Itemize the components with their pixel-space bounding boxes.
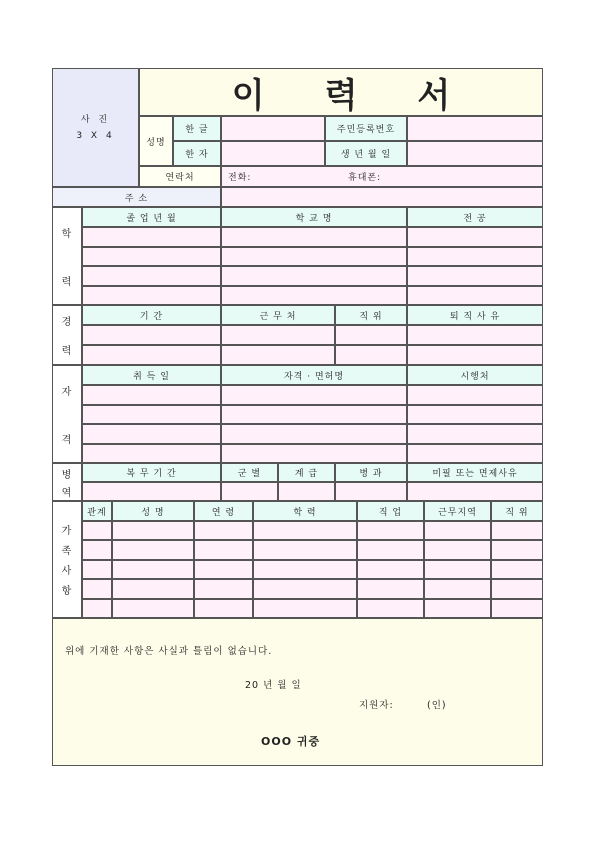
family-cell[interactable] — [194, 579, 253, 598]
military-col-branch: 군 별 — [221, 463, 278, 482]
family-cell[interactable] — [253, 540, 357, 559]
mobile-label: 휴대폰: — [348, 173, 382, 183]
career-cell[interactable] — [407, 345, 543, 365]
license-cell[interactable] — [82, 385, 221, 405]
recipient: OOO 귀중 — [261, 735, 321, 748]
military-col-period: 복 무 기 간 — [82, 463, 221, 482]
career-label-bottom: 력 — [61, 346, 73, 357]
military-col-rank: 계 급 — [278, 463, 335, 482]
hanja-label: 한 자 — [173, 141, 221, 166]
family-cell[interactable] — [491, 599, 543, 618]
family-label-2: 족 — [61, 546, 73, 558]
name-label: 성명 — [139, 116, 173, 166]
education-cell[interactable] — [82, 247, 221, 267]
license-cell[interactable] — [221, 444, 407, 464]
career-col-company: 근 무 처 — [221, 305, 335, 325]
contact-field[interactable] — [221, 166, 543, 187]
edu-col-major: 전 공 — [407, 207, 543, 227]
license-cell[interactable] — [407, 405, 543, 425]
resident-no-label: 주민등록번호 — [325, 116, 407, 141]
license-cell[interactable] — [82, 424, 221, 444]
declaration-section — [52, 618, 543, 766]
license-col-date: 취 득 일 — [82, 365, 221, 385]
edu-col-date: 졸 업 년 월 — [82, 207, 221, 227]
family-cell[interactable] — [357, 599, 424, 618]
education-cell[interactable] — [407, 266, 543, 286]
hangul-label: 한 글 — [173, 116, 221, 141]
education-label-bottom: 력 — [61, 276, 73, 288]
family-label-1: 가 — [61, 526, 73, 538]
license-cell[interactable] — [221, 405, 407, 425]
military-cell[interactable] — [221, 482, 278, 501]
family-label — [52, 501, 82, 618]
license-col-name: 자격 · 면허명 — [221, 365, 407, 385]
education-label — [52, 207, 82, 305]
military-label-top: 병 — [61, 469, 73, 481]
career-col-period: 기 간 — [82, 305, 221, 325]
career-cell[interactable] — [82, 345, 221, 365]
education-cell[interactable] — [221, 247, 407, 267]
education-cell[interactable] — [221, 286, 407, 306]
career-cell[interactable] — [82, 325, 221, 345]
family-col-position: 직 위 — [491, 501, 543, 521]
declaration-statement: 위에 기재한 사항은 사실과 틀림이 없습니다. — [65, 646, 273, 657]
license-cell[interactable] — [82, 405, 221, 425]
family-cell[interactable] — [357, 560, 424, 579]
family-cell[interactable] — [253, 599, 357, 618]
military-cell[interactable] — [278, 482, 335, 501]
license-cell[interactable] — [407, 444, 543, 464]
family-cell[interactable] — [112, 521, 194, 540]
license-label-top: 자 — [61, 386, 73, 398]
license-label-bottom: 격 — [61, 434, 73, 446]
family-cell[interactable] — [82, 560, 112, 579]
military-cell[interactable] — [335, 482, 407, 501]
seal-mark: (인) — [427, 700, 447, 711]
license-label — [52, 365, 82, 463]
family-label-4: 항 — [61, 585, 73, 597]
career-cell[interactable] — [407, 325, 543, 345]
family-label-3: 사 — [61, 565, 73, 577]
family-cell[interactable] — [253, 579, 357, 598]
military-col-type: 병 과 — [335, 463, 407, 482]
hanja-name-field[interactable] — [221, 141, 325, 166]
photo-size: 3 X 4 — [76, 130, 115, 141]
contact-label: 연락처 — [139, 166, 221, 187]
birth-field[interactable] — [407, 141, 543, 166]
family-col-name: 성 명 — [112, 501, 194, 521]
education-cell[interactable] — [407, 247, 543, 267]
family-col-edu: 학 력 — [253, 501, 357, 521]
declaration-date: 20 년 월 일 — [245, 680, 302, 691]
education-cell[interactable] — [82, 266, 221, 286]
hangul-name-field[interactable] — [221, 116, 325, 141]
career-cell[interactable] — [221, 325, 335, 345]
applicant-label: 지원자: — [359, 700, 394, 711]
family-col-workplace: 근무지역 — [424, 501, 491, 521]
education-label-top: 학 — [61, 228, 73, 240]
family-cell[interactable] — [424, 560, 491, 579]
career-cell[interactable] — [335, 325, 407, 345]
license-cell[interactable] — [221, 424, 407, 444]
education-cell[interactable] — [82, 286, 221, 306]
license-col-issuer: 시행처 — [407, 365, 543, 385]
family-col-relation: 관계 — [82, 501, 112, 521]
education-cell[interactable] — [407, 227, 543, 247]
family-cell[interactable] — [424, 521, 491, 540]
education-cell[interactable] — [407, 286, 543, 306]
family-cell[interactable] — [112, 599, 194, 618]
resident-no-field[interactable] — [407, 116, 543, 141]
address-field[interactable] — [221, 187, 543, 207]
photo-box[interactable] — [52, 68, 139, 187]
career-col-reason: 퇴 직 사 유 — [407, 305, 543, 325]
family-cell[interactable] — [491, 540, 543, 559]
military-col-reason: 미필 또는 면제사유 — [407, 463, 543, 482]
birth-label: 생 년 월 일 — [325, 141, 407, 166]
family-col-age: 연 령 — [194, 501, 253, 521]
family-cell[interactable] — [424, 579, 491, 598]
career-cell[interactable] — [335, 345, 407, 365]
family-cell[interactable] — [82, 599, 112, 618]
education-cell[interactable] — [221, 227, 407, 247]
education-cell[interactable] — [82, 227, 221, 247]
license-cell[interactable] — [221, 385, 407, 405]
family-cell[interactable] — [82, 579, 112, 598]
license-cell[interactable] — [407, 385, 543, 405]
family-cell[interactable] — [491, 579, 543, 598]
license-cell[interactable] — [82, 444, 221, 464]
address-label: 주 소 — [52, 187, 221, 207]
career-col-position: 직 위 — [335, 305, 407, 325]
military-label-bottom: 역 — [61, 487, 73, 499]
military-cell[interactable] — [82, 482, 221, 501]
family-cell[interactable] — [253, 560, 357, 579]
family-cell[interactable] — [194, 521, 253, 540]
family-cell[interactable] — [491, 560, 543, 579]
family-cell[interactable] — [424, 540, 491, 559]
family-cell[interactable] — [82, 521, 112, 540]
family-cell[interactable] — [112, 579, 194, 598]
education-cell[interactable] — [221, 266, 407, 286]
family-cell[interactable] — [194, 599, 253, 618]
family-cell[interactable] — [357, 579, 424, 598]
military-cell[interactable] — [407, 482, 543, 501]
photo-label: 사 진 — [80, 114, 111, 125]
family-cell[interactable] — [357, 540, 424, 559]
career-label — [52, 305, 82, 365]
family-col-job: 직 업 — [357, 501, 424, 521]
military-label — [52, 463, 82, 501]
family-cell[interactable] — [357, 521, 424, 540]
family-cell[interactable] — [112, 540, 194, 559]
family-cell[interactable] — [491, 521, 543, 540]
family-cell[interactable] — [82, 540, 112, 559]
phone-label: 전화: — [228, 173, 252, 183]
career-label-top: 경 — [61, 317, 73, 328]
license-cell[interactable] — [407, 424, 543, 444]
family-cell[interactable] — [112, 560, 194, 579]
edu-col-school: 학 교 명 — [221, 207, 407, 227]
family-cell[interactable] — [194, 540, 253, 559]
family-cell[interactable] — [253, 521, 357, 540]
page-title: 이력서 — [139, 68, 543, 116]
family-cell[interactable] — [194, 560, 253, 579]
career-cell[interactable] — [221, 345, 335, 365]
family-cell[interactable] — [424, 599, 491, 618]
